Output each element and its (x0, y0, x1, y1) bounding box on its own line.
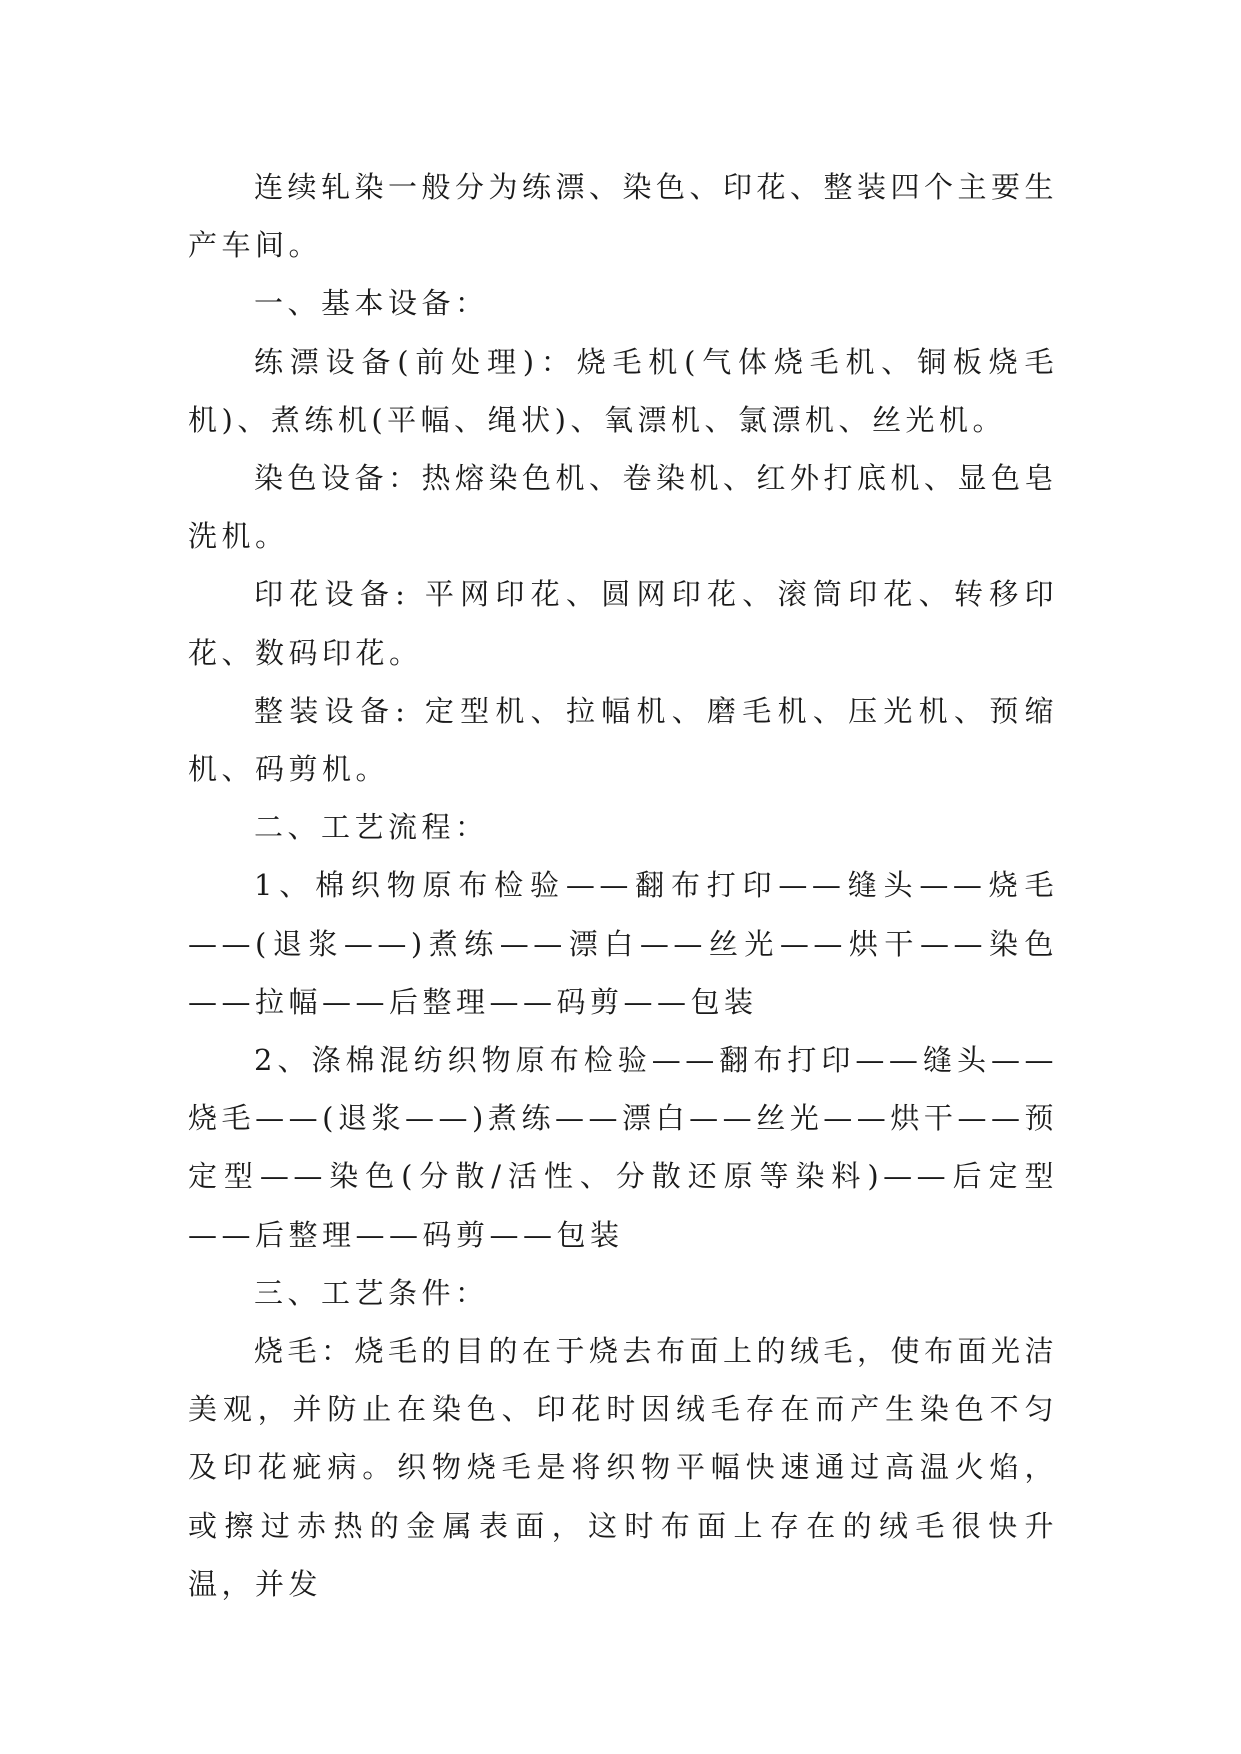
document-body (188, 158, 1058, 1613)
paragraph-cotton-process: 1、棉织物原布检验——翻布打印——缝头——烧毛——(退浆——)煮练——漂白——丝光——烘干——染色——拉幅——后整理——码剪——包装 (188, 868, 1058, 1019)
paragraph-pretreatment-equipment: 练漂设备(前处理)：烧毛机(气体烧毛机、铜板烧毛机)、煮练机(平幅、绳状)、氧漂机、氯漂机、丝光机。 (188, 344, 1058, 437)
paragraph-dyeing-equipment: 染色设备：热熔染色机、卷染机、红外打底机、显色皂洗机。 (188, 461, 1059, 554)
paragraph-finishing-equipment: 整装设备: 定型机、拉幅机、磨毛机、压光机、预缩机、码剪机。 (188, 693, 1058, 787)
paragraph-intro: 连续轧染一般分为练漂、染色、印花、整装四个主要生产车间。 (188, 170, 1059, 263)
paragraph-singeing: 烧毛：烧毛的目的在于烧去布面上的绒毛，使布面光洁美观，并防止在染色、印花时因绒毛存在而产生染色不匀及印花疵病。织物烧毛是将织物平幅快速通过高温火焰，或擦过赤热的金属表面，这时布面上存在的绒毛很快升温，并发 (188, 1334, 1059, 1601)
heading-process-flow: 二、工艺流程： (254, 810, 489, 845)
paragraph-blend-process: 2、涤棉混纺织物原布检验——翻布打印——缝头——烧毛——(退浆——)煮练——漂白——丝光——烘干——预定型——染色(分散/活性、分散还原等染料)——后定型——后整理——码剪——包装 (188, 1043, 1058, 1252)
heading-process-conditions: 三、工艺条件： (254, 1275, 489, 1310)
paragraph-printing-equipment: 印花设备: 平网印花、圆网印花、滚筒印花、转移印花、数码印花。 (188, 577, 1058, 670)
heading-basic-equipment: 一、基本设备： (254, 286, 489, 321)
